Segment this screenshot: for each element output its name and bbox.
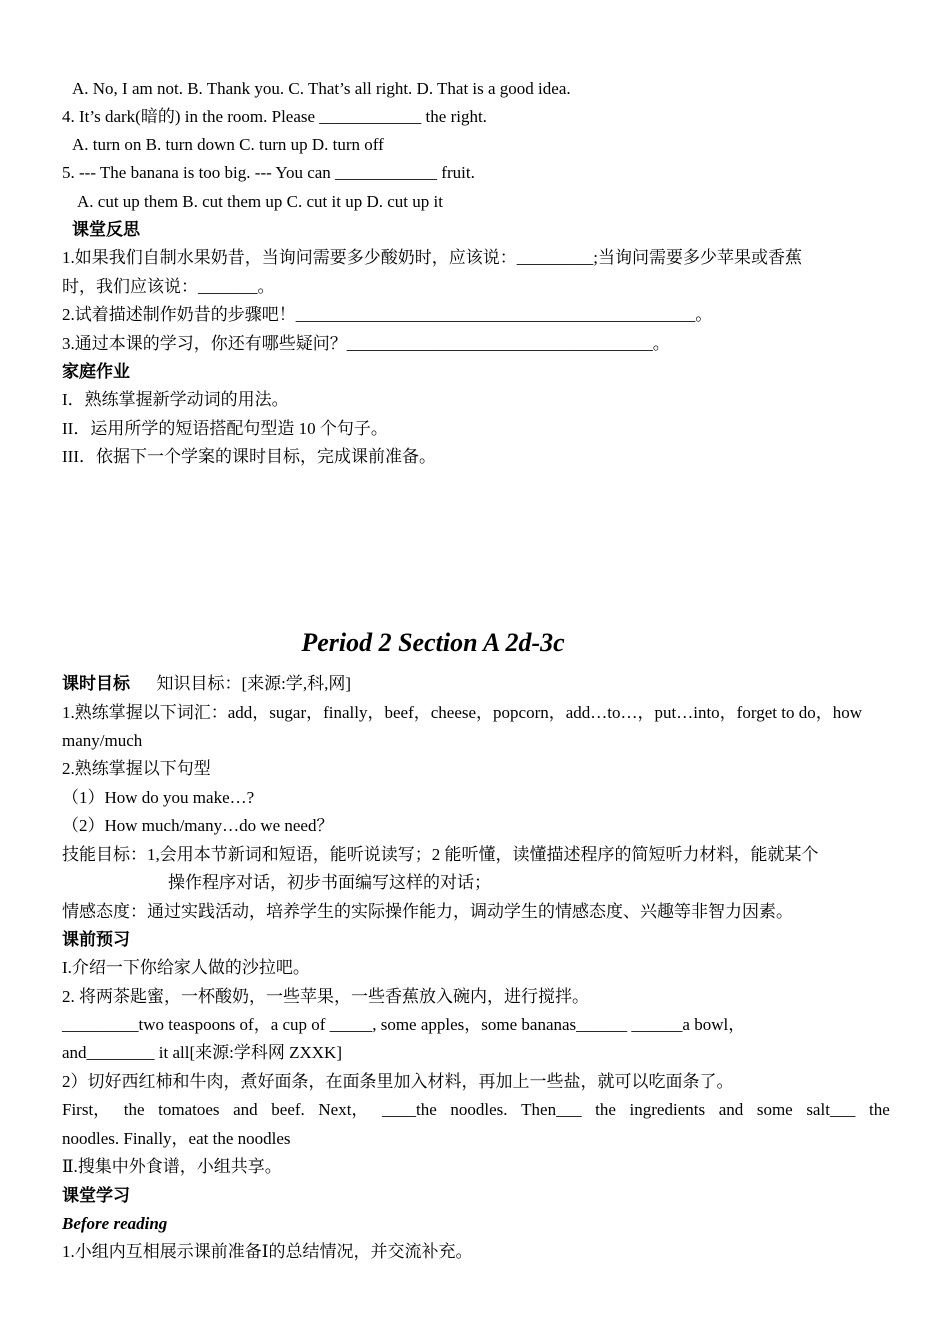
skill-goal-line-2: 操作程序对话，初步书面编写这样的对话； (168, 873, 491, 892)
goal-1-line-1: 1.熟练掌握以下词汇：add，sugar，finally，beef，cheese，popcorn，add…to…，put…into，forget to do，how (62, 703, 862, 722)
justified-word: beef. (271, 1100, 305, 1119)
class-study-heading: 课堂学习 (62, 1186, 130, 1205)
justified-word: salt___ (806, 1100, 856, 1119)
q5-options: A. cut up them B. cut them up C. cut it up D. cut up it (77, 192, 443, 211)
goal-1-line-2: many/much (62, 731, 143, 750)
reflection-heading: 课堂反思 (72, 220, 140, 239)
justified-word: Then___ (521, 1100, 582, 1119)
justified-word: some (756, 1100, 793, 1119)
preview-item-2: 2. 将两茶匙蜜，一杯酸奶，一些苹果，一些香蕉放入碗内，进行搅拌。 (62, 987, 589, 1006)
goals-line (62, 674, 890, 694)
homework-heading: 家庭作业 (62, 362, 130, 381)
before-reading-heading: Before reading (62, 1214, 168, 1233)
justified-word: the (869, 1100, 890, 1119)
preview-heading: 课前预习 (62, 930, 130, 949)
goals-knowledge: 知识目标：[来源:学,科,网] (156, 674, 352, 693)
preview-item-3-english-line-2: noodles. Finally，eat the noodles (62, 1129, 291, 1148)
justified-word: ____the (382, 1100, 437, 1119)
goal-2-sentence-2: （2）How much/many…do we need？ (62, 816, 334, 835)
q3-options: A. No, I am not. B. Thank you. C. That’s all right. D. That is a good idea. (72, 79, 571, 98)
reflection-3: 3.通过本课的学习，你还有哪些疑问？____________________________________。 (62, 334, 670, 353)
preview-item-4: Ⅱ.搜集中外食谱，小组共享。 (62, 1157, 282, 1176)
emotion-goal: 情感态度：通过实践活动，培养学生的实际操作能力，调动学生的情感态度、兴趣等非智力因素。 (62, 902, 793, 921)
reflection-2: 2.试着描述制作奶昔的步骤吧！_______________________________________________。 (62, 305, 713, 324)
justified-word: ingredients (629, 1100, 706, 1119)
homework-item-3: III．依据下一个学案的课时目标，完成课前准备。 (62, 447, 436, 466)
q4-options: A. turn on B. turn down C. turn up D. turn off (72, 135, 384, 154)
preview-item-2-english-line-2: and________ it all[来源:学科网 ZXXK] (62, 1043, 342, 1062)
justified-word: Next， (318, 1100, 369, 1119)
goals-heading: 课时目标 (62, 674, 130, 693)
justified-word: and (718, 1100, 744, 1119)
justified-word: the (123, 1100, 145, 1119)
preview-item-3-english-line-1 (62, 1100, 890, 1120)
reflection-1-line-1: 1.如果我们自制水果奶昔，当询问需要多少酸奶时，应该说：_________;当询问需要多少苹果或香蕉 (62, 248, 802, 267)
preview-item-3: 2）切好西红柿和牛肉，煮好面条，在面条里加入材料，再加上一些盐，就可以吃面条了。 (62, 1072, 734, 1091)
justified-word: First， (62, 1100, 111, 1119)
before-reading-item-1: 1.小组内互相展示课前准备Ⅰ的总结情况，并交流补充。 (62, 1242, 473, 1261)
skill-goal-line-1: 技能目标：1,会用本节新词和短语，能听说读写；2 能听懂，读懂描述程序的简短听力材料，能就某个 (62, 845, 819, 864)
justified-word: noodles. (450, 1100, 508, 1119)
homework-item-2: II．运用所学的短语搭配句型造 10 个句子。 (62, 419, 388, 438)
preview-item-1: I.介绍一下你给家人做的沙拉吧。 (62, 958, 310, 977)
goal-2: 2.熟练掌握以下句型 (62, 759, 211, 778)
homework-item-1: I．熟练掌握新学动词的用法。 (62, 390, 289, 409)
justified-word: tomatoes (158, 1100, 220, 1119)
justified-word: the (595, 1100, 616, 1119)
question-4: 4. It’s dark(暗的) in the room. Please ____________ the right. (62, 107, 487, 126)
question-5: 5. --- The banana is too big. --- You can ____________ fruit. (62, 163, 475, 182)
goal-2-sentence-1: （1）How do you make…? (62, 788, 255, 807)
preview-item-2-english-line-1: _________two teaspoons of，a cup of _____, some apples，some bananas______ ______a bowl， (62, 1015, 746, 1034)
justified-word: and (233, 1100, 258, 1119)
page-title: Period 2 Section A 2d-3c (301, 628, 565, 657)
reflection-1-line-2: 时，我们应该说：_______。 (62, 277, 275, 296)
